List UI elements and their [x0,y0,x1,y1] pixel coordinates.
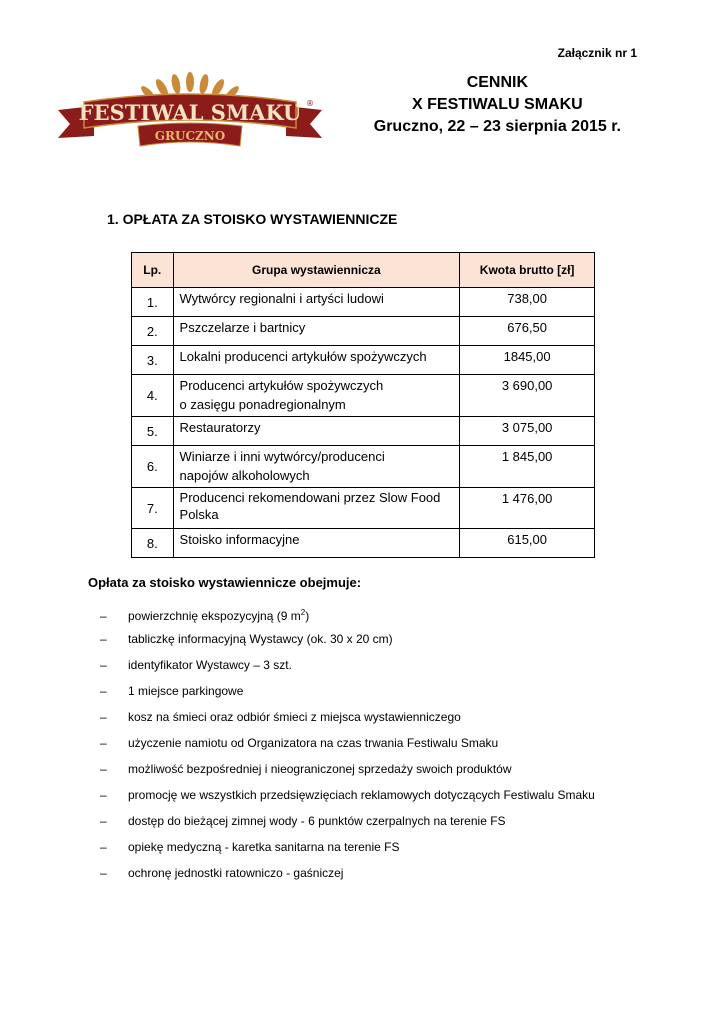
dash-bullet: – [100,840,107,854]
group-line: Producenci rekomendowani przez Slow Food [179,490,441,505]
header-amount: Kwota brutto [zł] [460,253,595,288]
list-item [100,678,595,704]
list-item [100,782,595,808]
item-text-tail: ) [305,609,310,623]
logo-sub-text: GRUCZNO [154,129,226,143]
item-text: identyfikator Wystawcy – 3 szt. [128,658,292,672]
section-title: OPŁATA ZA STOISKO WYSTAWIENNICZE [122,211,398,227]
table-row [132,417,595,446]
row-group [173,317,460,346]
group-line: Polska [179,507,219,522]
list-item [100,600,595,626]
includes-heading: Opłata za stoisko wystawiennicze obejmuje: [88,575,362,590]
list-item [100,730,595,756]
row-amount: 676,50 [460,317,595,346]
group-line: Producenci artykułów spożywczych [179,378,384,393]
row-amount: 738,00 [460,288,595,317]
registered-mark: ® [306,99,314,108]
item-text: możliwość bezpośredniej i nieograniczonej sprzedaży swoich produktów [128,762,512,776]
row-lp: 3. [132,346,174,375]
row-group [173,446,460,488]
row-lp: 8. [132,529,174,558]
table-header-row [132,253,595,288]
price-list-title [374,72,621,138]
row-group [173,346,460,375]
item-text: opiekę medyczną - karetka sanitarna na terenie FS [128,840,400,854]
list-item [100,704,595,730]
group-line: Pszczelarze i bartnicy [179,320,306,335]
row-amount: 1845,00 [460,346,595,375]
row-lp: 1. [132,288,174,317]
table-row [132,488,595,529]
row-lp: 6. [132,446,174,488]
dash-bullet: – [100,866,107,880]
row-lp: 7. [132,488,174,529]
row-amount: 615,00 [460,529,595,558]
item-text: tabliczkę informacyjną Wystawcy (ok. 30 x 20 cm) [128,632,393,646]
festiwal-smaku-logo [54,72,326,150]
list-item [100,808,595,834]
item-text: promocję we wszystkich przedsięwzięciach reklamowych dotyczących Festiwalu Smaku [128,788,595,802]
dash-bullet: – [100,814,107,828]
list-item [100,652,595,678]
dash-bullet: – [100,762,107,776]
group-line: Restauratorzy [179,420,261,435]
title-line-3: Gruczno, 22 – 23 sierpnia 2015 r. [373,118,621,135]
section-heading [107,211,397,227]
logo-main-text: FESTIWAL SMAKU [78,100,302,125]
item-text: powierzchnię ekspozycyjną (9 m [128,609,301,623]
table-row [132,529,595,558]
group-line: Stoisko informacyjne [179,532,300,547]
row-amount: 1 845,00 [460,446,595,488]
title-line-1: CENNIK [466,74,529,91]
table-row [132,375,595,417]
group-line: Lokalni producenci artykułów spożywczych [179,349,427,364]
table-row [132,446,595,488]
item-text: kosz na śmieci oraz odbiór śmieci z miejsca wystawienniczego [128,710,461,724]
superscript-2: 2 [300,608,306,617]
dash-bullet: – [100,609,107,623]
dash-bullet: – [100,710,107,724]
annex-label: Załącznik nr 1 [557,46,637,60]
section-number: 1. [107,211,119,227]
header-lp: Lp. [132,253,174,288]
row-group [173,375,460,417]
row-group [173,488,460,529]
dash-bullet: – [100,788,107,802]
list-item [100,860,595,886]
item-text: 1 miejsce parkingowe [128,684,244,698]
includes-list [100,600,595,886]
row-group [173,288,460,317]
group-line: Winiarze i inni wytwórcy/producenci [179,449,385,464]
row-lp: 2. [132,317,174,346]
row-lp: 4. [132,375,174,417]
list-item [100,626,595,652]
row-group [173,417,460,446]
table-row [132,317,595,346]
dash-bullet: – [100,736,107,750]
group-line: Wytwórcy regionalni i artyści ludowi [179,291,384,306]
table-row [132,288,595,317]
row-group [173,529,460,558]
title-line-2: X FESTIWALU SMAKU [412,96,583,113]
row-amount: 3 075,00 [460,417,595,446]
row-amount: 3 690,00 [460,375,595,417]
table-row [132,346,595,375]
item-text: dostęp do bieżącej zimnej wody - 6 punktów czerpalnych na terenie FS [128,814,506,828]
dash-bullet: – [100,658,107,672]
item-text: użyczenie namiotu od Organizatora na czas trwania Festiwalu Smaku [128,736,499,750]
group-line: o zasięgu ponadregionalnym [179,397,346,412]
row-lp: 5. [132,417,174,446]
group-line: napojów alkoholowych [179,468,310,483]
list-item [100,756,595,782]
price-table [131,252,595,558]
row-amount: 1 476,00 [460,488,595,529]
list-item [100,834,595,860]
dash-bullet: – [100,632,107,646]
item-text: ochronę jednostki ratowniczo - gaśniczej [128,866,344,880]
header-group: Grupa wystawiennicza [173,253,460,288]
dash-bullet: – [100,684,107,698]
